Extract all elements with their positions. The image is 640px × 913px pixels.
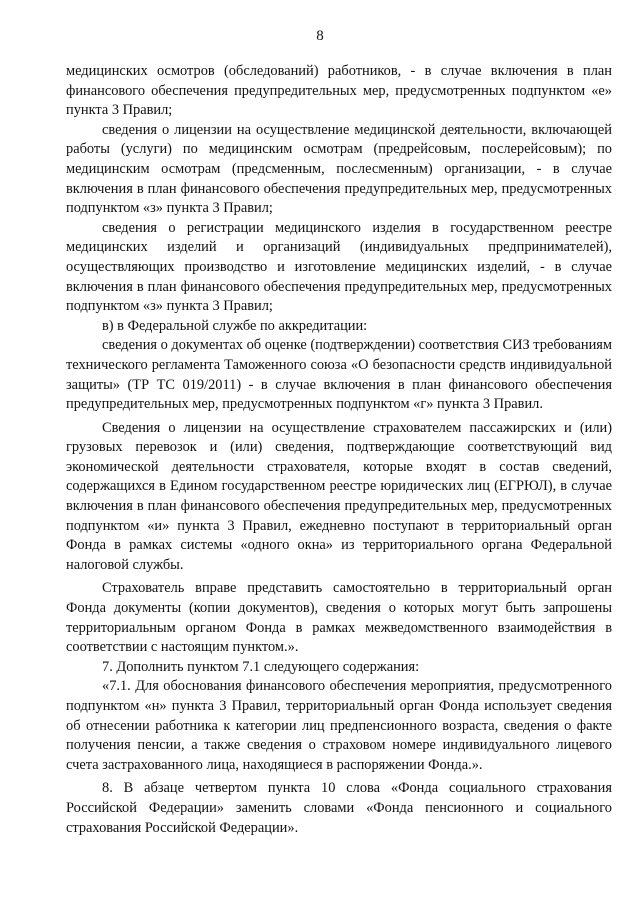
- paragraph-1-continuation: медицинских осмотров (обследований) работников, - в случае включения в план финансового обеспечения предупредительных мер, предусмотренных подпунктом «е» пункта 3 Правил;: [66, 63, 612, 119]
- paragraph-item-7: 7. Дополнить пунктом 7.1 следующего содержания:: [102, 658, 420, 675]
- paragraph-insurer-right: Страхователь вправе представить самостоятельно в территориальный орган Фонда документы (копии документов), сведения о которых могут быть запрошены территориальным органом Фонда в рамках межведомственного взаимодействия в соответствии с настоящим пунктом.».: [66, 580, 612, 656]
- paragraph-ppe-conformity: сведения о документах об оценке (подтверждении) соответствия СИЗ требованиям технического регламента Таможенного союза «О безопасности средств индивидуальной защиты» (ТР ТС 019/2011) - в случае включения в план финансового обеспечения предупредительных мер, предусмотренных подпунктом «г» пункта 3 Правил.: [66, 337, 612, 413]
- paragraph-transport-license: Сведения о лицензии на осуществление страхователем пассажирских и (или) грузовых перевозок и (или) сведения, подтверждающие соответствующий вид экономической деятельности страхователя, которые входят в состав сведений, содержащихся в Едином государственном реестре юридических лиц (ЕГРЮЛ), в случае включения в план финансового обеспечения предупредительных мер, предусмотренных подпунктом «и» пункта 3 Правил, ежедневно поступают в территориальный орган Фонда в рамках системы «одного окна» из территориального органа Федеральной налоговой службы.: [66, 419, 612, 573]
- document-body: [66, 62, 612, 838]
- paragraph-item-8: 8. В абзаце четвертом пункта 10 слова «Фонда социального страхования Российской Федерации» заменить словами «Фонда пенсионного и социального страхования Российской Федерации».: [66, 780, 612, 836]
- page-number: 8: [316, 28, 324, 44]
- paragraph-medical-device-registration: сведения о регистрации медицинского изделия в государственном реестре медицинских изделий и организаций (индивидуальных предпринимателей), осуществляющих производство и изготовление медицинских изделий, - в случае включения в план финансового обеспечения предупредительных мер, предусмотренных подпунктом «з» пункта 3 Правил;: [66, 219, 612, 315]
- paragraph-item-7-1: «7.1. Для обоснования финансового обеспечения мероприятия, предусмотренного подпунктом «н» пункта 3 Правил, территориальный орган Фонда использует сведения об отнесении работника к категории лиц предпенсионного возраста, сведения о факте получения пенсии, а также сведения о страховом номере индивидуального лицевого счета застрахованного лица, находящиеся в распоряжении Фонда.».: [66, 678, 612, 773]
- paragraph-medical-license: сведения о лицензии на осуществление медицинской деятельности, включающей работы (услуги) по медицинским осмотрам (предрейсовым, послерейсовым); по медицинским осмотрам (предсменным, послесменным) организации, - в случае включения в план финансового обеспечения предупредительных мер, предусмотренных подпунктом «з» пункта 3 Правил;: [66, 121, 612, 217]
- paragraph-accreditation-heading: в) в Федеральной службе по аккредитации:: [102, 317, 368, 334]
